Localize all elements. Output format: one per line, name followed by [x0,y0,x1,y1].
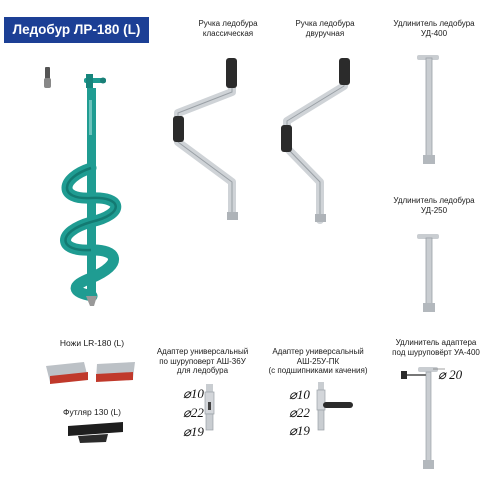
caption-adapter-25: Адаптер универсальный АШ-25У-ПК (с подшипниками качения) [268,347,368,375]
caption-adapter-36: Адаптер универсальный по шуруповерт АШ-36У для ледобура [156,347,249,375]
caption-extension-250: Удлинитель ледобура УД-250 [393,196,475,215]
small-adapter-icon [44,67,51,88]
knives-icon [46,362,135,384]
caption-adapter-extension: Удлинитель адаптера под шуруповёрт УА-400 [392,338,480,357]
extension-400-icon [417,55,439,164]
dim-a36-22: ⌀22 [183,405,204,420]
dim-a25-19: ⌀19 [289,423,310,438]
classic-handle-icon [173,58,238,220]
adapter-extension-icon [401,367,445,469]
adapter-36-icon [205,384,214,430]
double-handle-icon [281,58,350,222]
extension-250-icon [417,234,439,312]
dim-a36-19: ⌀19 [183,424,204,439]
caption-extension-400: Удлинитель ледобура УД-400 [393,19,475,38]
adapter-25-icon [317,382,353,430]
caption-handle-double: Ручка ледобура двуручная [295,19,355,38]
dim-a25-22: ⌀22 [289,405,310,420]
case-icon [68,422,123,443]
caption-knives: Ножи LR-180 (L) [59,338,125,348]
dim-a36-10: ⌀10 [183,386,204,401]
dim-ua-20: ⌀ 20 [438,367,463,382]
caption-case: Футляр 130 (L) [62,407,121,417]
caption-handle-classic: Ручка ледобура классическая [198,19,258,38]
dim-a25-10: ⌀10 [289,387,310,402]
auger-icon [65,74,115,306]
product-title: Ледобур ЛР-180 (L) [4,17,149,43]
